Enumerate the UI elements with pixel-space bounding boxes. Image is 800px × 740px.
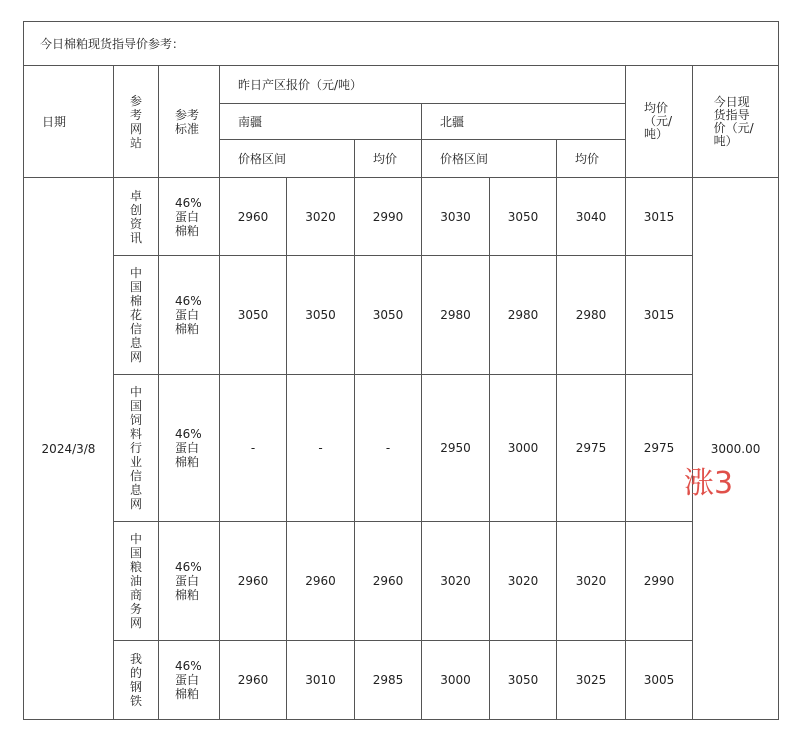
site-cell: 卓创资讯 — [114, 178, 159, 256]
table-title: 今日棉粕现货指导价参考： — [24, 22, 779, 66]
header-north-range: 价格区间 — [422, 140, 557, 178]
s-high-cell: - — [287, 375, 355, 522]
s-high-cell: 2960 — [287, 522, 355, 641]
table-row — [24, 178, 779, 256]
n-avg-cell: 3040 — [557, 178, 626, 256]
guide-price-cell: 3000.00 — [693, 178, 779, 720]
s-avg-cell: 2985 — [355, 641, 422, 720]
header-yesterday-price: 昨日产区报价（元/吨） — [220, 66, 626, 104]
header-site: 参考网站 — [114, 66, 159, 178]
n-low-cell: 3030 — [422, 178, 490, 256]
n-avg-cell: 3025 — [557, 641, 626, 720]
n-high-cell: 3050 — [490, 641, 557, 720]
table-row — [24, 375, 779, 522]
s-low-cell: 2960 — [220, 641, 287, 720]
s-low-cell: - — [220, 375, 287, 522]
n-low-cell: 3000 — [422, 641, 490, 720]
s-high-cell: 3050 — [287, 256, 355, 375]
s-avg-cell: 2990 — [355, 178, 422, 256]
price-table — [23, 21, 779, 720]
n-low-cell: 2950 — [422, 375, 490, 522]
n-high-cell: 3020 — [490, 522, 557, 641]
s-avg-cell: - — [355, 375, 422, 522]
mean-cell: 3015 — [626, 178, 693, 256]
standard-cell: 46%蛋白棉粕 — [159, 375, 220, 522]
date-cell: 2024/3/8 — [24, 178, 114, 720]
n-high-cell: 3050 — [490, 178, 557, 256]
header-standard: 参考标准 — [159, 66, 220, 178]
mean-cell: 3005 — [626, 641, 693, 720]
n-high-cell: 2980 — [490, 256, 557, 375]
standard-cell: 46%蛋白棉粕 — [159, 256, 220, 375]
header-south-xinjiang: 南疆 — [220, 104, 422, 140]
site-cell: 中国饲料行业信息网 — [114, 375, 159, 522]
mean-cell: 3015 — [626, 256, 693, 375]
header-north-xinjiang: 北疆 — [422, 104, 626, 140]
price-table-container — [23, 21, 778, 720]
site-cell: 我的钢铁 — [114, 641, 159, 720]
s-low-cell: 2960 — [220, 522, 287, 641]
header-north-avg: 均价 — [557, 140, 626, 178]
standard-cell: 46%蛋白棉粕 — [159, 641, 220, 720]
site-cell: 中国粮油商务网 — [114, 522, 159, 641]
s-high-cell: 3020 — [287, 178, 355, 256]
s-avg-cell: 2960 — [355, 522, 422, 641]
standard-cell: 46%蛋白棉粕 — [159, 522, 220, 641]
standard-cell: 46%蛋白棉粕 — [159, 178, 220, 256]
s-high-cell: 3010 — [287, 641, 355, 720]
table-row — [24, 256, 779, 375]
mean-cell: 2975 — [626, 375, 693, 522]
s-low-cell: 3050 — [220, 256, 287, 375]
mean-cell: 2990 — [626, 522, 693, 641]
site-cell: 中国棉花信息网 — [114, 256, 159, 375]
table-row — [24, 641, 779, 720]
table-row — [24, 522, 779, 641]
price-rise-annotation: 涨3 — [684, 466, 734, 501]
n-low-cell: 2980 — [422, 256, 490, 375]
header-date: 日期 — [24, 66, 114, 178]
s-avg-cell: 3050 — [355, 256, 422, 375]
header-guide-price: 今日现货指导价（元/吨） — [693, 66, 779, 178]
n-avg-cell: 2980 — [557, 256, 626, 375]
s-low-cell: 2960 — [220, 178, 287, 256]
n-avg-cell: 3020 — [557, 522, 626, 641]
n-high-cell: 3000 — [490, 375, 557, 522]
header-south-avg: 均价 — [355, 140, 422, 178]
n-low-cell: 3020 — [422, 522, 490, 641]
header-mean: 均价（元/吨） — [626, 66, 693, 178]
header-south-range: 价格区间 — [220, 140, 355, 178]
n-avg-cell: 2975 — [557, 375, 626, 522]
